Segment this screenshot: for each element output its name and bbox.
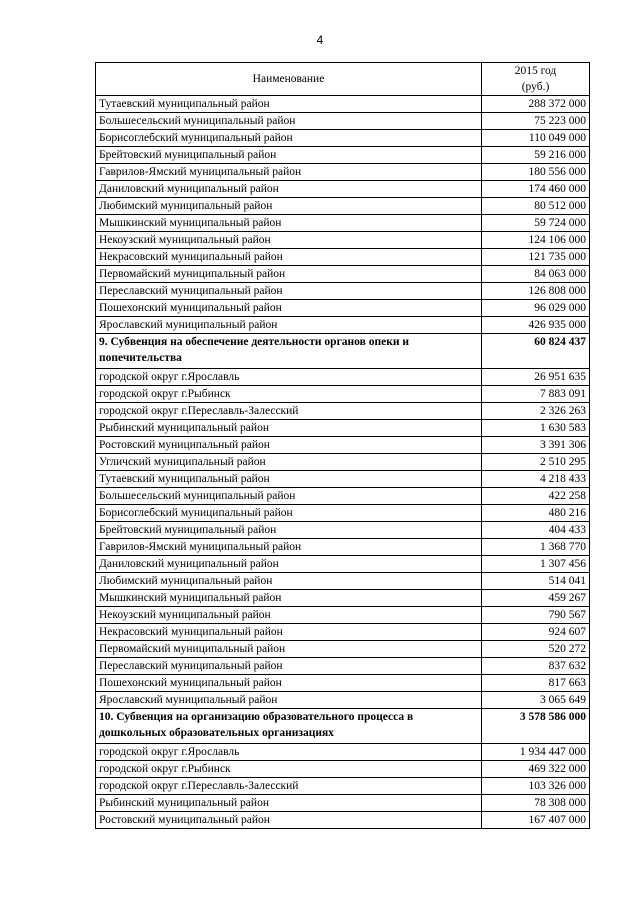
table-row <box>96 181 590 198</box>
section-total: 3 578 586 000 <box>482 709 590 744</box>
row-value: 124 106 000 <box>482 232 590 249</box>
row-name: Тутаевский муниципальный район <box>96 96 482 113</box>
row-value: 404 433 <box>482 522 590 539</box>
row-value: 3 391 306 <box>482 437 590 454</box>
table-row <box>96 778 590 795</box>
row-name: Некрасовский муниципальный район <box>96 624 482 641</box>
table-row <box>96 744 590 761</box>
row-name: Переславский муниципальный район <box>96 283 482 300</box>
row-name: Некоузский муниципальный район <box>96 607 482 624</box>
row-name: Гаврилов-Ямский муниципальный район <box>96 539 482 556</box>
table-body <box>96 96 590 829</box>
row-value: 126 808 000 <box>482 283 590 300</box>
row-name: Даниловский муниципальный район <box>96 556 482 573</box>
row-name: Мышкинский муниципальный район <box>96 215 482 232</box>
row-name: Ростовский муниципальный район <box>96 437 482 454</box>
table-row <box>96 266 590 283</box>
row-value: 75 223 000 <box>482 113 590 130</box>
row-value: 288 372 000 <box>482 96 590 113</box>
header-currency-label: (руб.) <box>521 81 550 93</box>
row-name: городской округ г.Ярославль <box>96 744 482 761</box>
table-row <box>96 522 590 539</box>
row-name: Первомайский муниципальный район <box>96 641 482 658</box>
table-row <box>96 505 590 522</box>
table-row <box>96 283 590 300</box>
row-name: городской округ г.Переславль-Залесский <box>96 403 482 420</box>
row-value: 469 322 000 <box>482 761 590 778</box>
row-value: 459 267 <box>482 590 590 607</box>
page-number: 4 <box>316 33 324 47</box>
row-name: Ярославский муниципальный район <box>96 317 482 334</box>
table-row <box>96 471 590 488</box>
section-title: 9. Субвенция на обеспечение деятельности органов опеки и попечительства <box>96 334 482 369</box>
table-row <box>96 454 590 471</box>
table-row <box>96 198 590 215</box>
table-row <box>96 607 590 624</box>
row-name: Некрасовский муниципальный район <box>96 249 482 266</box>
row-name: Мышкинский муниципальный район <box>96 590 482 607</box>
header-name: Наименование <box>96 63 482 96</box>
subsidy-table <box>95 62 590 829</box>
row-value: 59 724 000 <box>482 215 590 232</box>
table-row <box>96 369 590 386</box>
row-value: 1 630 583 <box>482 420 590 437</box>
row-value: 110 049 000 <box>482 130 590 147</box>
row-value: 817 663 <box>482 675 590 692</box>
row-name: Некоузский муниципальный район <box>96 232 482 249</box>
table-row <box>96 761 590 778</box>
table-row <box>96 113 590 130</box>
row-value: 426 935 000 <box>482 317 590 334</box>
section-total: 60 824 437 <box>482 334 590 369</box>
row-value: 514 041 <box>482 573 590 590</box>
row-name: Большесельский муниципальный район <box>96 488 482 505</box>
section-row-10 <box>96 709 590 744</box>
table-row <box>96 539 590 556</box>
row-value: 422 258 <box>482 488 590 505</box>
row-value: 121 735 000 <box>482 249 590 266</box>
row-value: 103 326 000 <box>482 778 590 795</box>
table-row <box>96 437 590 454</box>
row-value: 1 307 456 <box>482 556 590 573</box>
row-name: Любимский муниципальный район <box>96 573 482 590</box>
row-value: 924 607 <box>482 624 590 641</box>
row-value: 2 326 263 <box>482 403 590 420</box>
table-row <box>96 624 590 641</box>
row-name: Переславский муниципальный район <box>96 658 482 675</box>
row-name: городской округ г.Ярославль <box>96 369 482 386</box>
row-value: 26 951 635 <box>482 369 590 386</box>
table-row <box>96 215 590 232</box>
row-name: Любимский муниципальный район <box>96 198 482 215</box>
row-name: Ярославский муниципальный район <box>96 692 482 709</box>
row-name: Ростовский муниципальный район <box>96 812 482 829</box>
table-row <box>96 675 590 692</box>
row-value: 1 368 770 <box>482 539 590 556</box>
table-row <box>96 658 590 675</box>
row-name: Угличский муниципальный район <box>96 454 482 471</box>
table-row <box>96 488 590 505</box>
row-value: 80 512 000 <box>482 198 590 215</box>
row-value: 2 510 295 <box>482 454 590 471</box>
table-row <box>96 641 590 658</box>
row-name: Рыбинский муниципальный район <box>96 420 482 437</box>
section-title: 10. Субвенция на организацию образовательного процесса в дошкольных образовательных организациях <box>96 709 482 744</box>
table-row <box>96 812 590 829</box>
row-value: 1 934 447 000 <box>482 744 590 761</box>
row-name: городской округ г.Рыбинск <box>96 386 482 403</box>
row-value: 790 567 <box>482 607 590 624</box>
row-value: 520 272 <box>482 641 590 658</box>
row-name: Брейтовский муниципальный район <box>96 522 482 539</box>
table-header-row <box>96 63 590 96</box>
row-name: Рыбинский муниципальный район <box>96 795 482 812</box>
row-name: Борисоглебский муниципальный район <box>96 505 482 522</box>
section-row-9 <box>96 334 590 369</box>
table-row <box>96 147 590 164</box>
table-row <box>96 232 590 249</box>
row-name: Брейтовский муниципальный район <box>96 147 482 164</box>
row-value: 7 883 091 <box>482 386 590 403</box>
table-row <box>96 403 590 420</box>
table-row <box>96 249 590 266</box>
row-name: Первомайский муниципальный район <box>96 266 482 283</box>
row-name: Пошехонский муниципальный район <box>96 300 482 317</box>
table-row <box>96 556 590 573</box>
header-year <box>482 63 590 96</box>
row-name: городской округ г.Переславль-Залесский <box>96 778 482 795</box>
row-value: 84 063 000 <box>482 266 590 283</box>
table-row <box>96 386 590 403</box>
row-name: Гаврилов-Ямский муниципальный район <box>96 164 482 181</box>
table-row <box>96 130 590 147</box>
table-row <box>96 795 590 812</box>
row-value: 480 216 <box>482 505 590 522</box>
row-value: 180 556 000 <box>482 164 590 181</box>
row-value: 78 308 000 <box>482 795 590 812</box>
row-value: 3 065 649 <box>482 692 590 709</box>
row-name: городской округ г.Рыбинск <box>96 761 482 778</box>
table-row <box>96 692 590 709</box>
table-row <box>96 573 590 590</box>
header-year-label: 2015 год <box>514 65 557 77</box>
row-value: 174 460 000 <box>482 181 590 198</box>
table-row <box>96 590 590 607</box>
row-name: Даниловский муниципальный район <box>96 181 482 198</box>
row-value: 59 216 000 <box>482 147 590 164</box>
table-row <box>96 96 590 113</box>
row-value: 4 218 433 <box>482 471 590 488</box>
table-row <box>96 164 590 181</box>
row-value: 837 632 <box>482 658 590 675</box>
table-row <box>96 420 590 437</box>
row-value: 96 029 000 <box>482 300 590 317</box>
table-row <box>96 317 590 334</box>
row-name: Тутаевский муниципальный район <box>96 471 482 488</box>
table-row <box>96 300 590 317</box>
row-name: Пошехонский муниципальный район <box>96 675 482 692</box>
row-name: Большесельский муниципальный район <box>96 113 482 130</box>
row-name: Борисоглебский муниципальный район <box>96 130 482 147</box>
row-value: 167 407 000 <box>482 812 590 829</box>
